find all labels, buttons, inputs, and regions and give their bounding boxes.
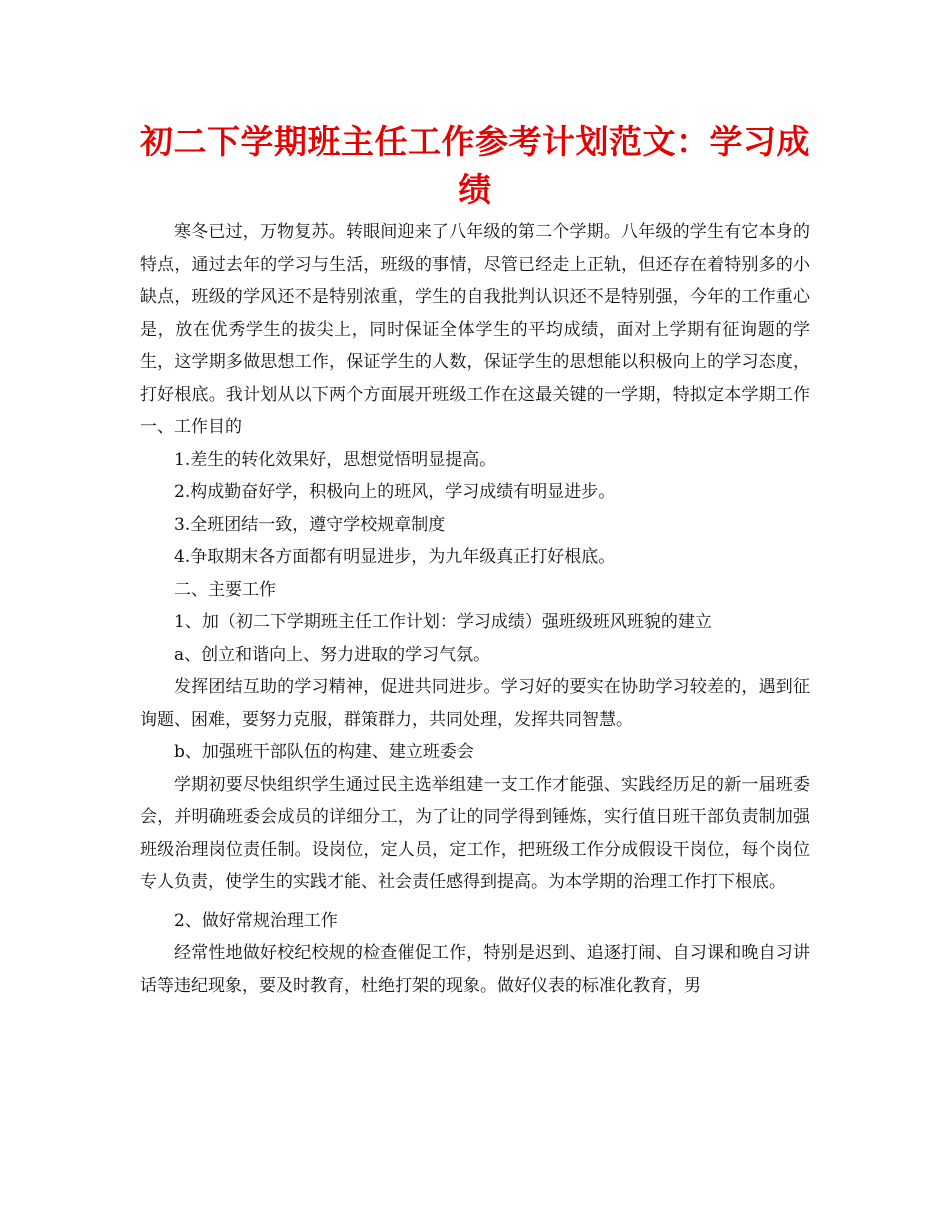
paragraph-study-spirit: 发挥团结互助的学习精神，促进共同进步。学习好的要实在协助学习较差的，遇到征询题、困难，要努力克服，群策群力，共同处理，发挥共同智慧。 — [140, 677, 810, 730]
document-title: 初二下学期班主任工作参考计划范文：学习成绩 — [140, 122, 810, 209]
subsection-heading-b: b、加强班干部队伍的构建、建立班委会 — [174, 742, 474, 762]
goal-item-1: 1.差生的转化效果好，思想觉悟明显提高。 — [174, 449, 497, 470]
section-heading-main-work: 二、主要工作 — [174, 579, 276, 600]
paragraph-intro: 寒冬已过，万物复苏。转眼间迎来了八年级的第二个学期。八年级的学生有它本身的特点，通过去年的学习与生活，班级的事情，尽管已经走上正轨，但还存在着特别多的小缺点，班级的学风还不是特别浓重，学生的自我批判认识还不是特别强，今年的工作重心是，放在优秀学生的拔尖上，同时保证全体学生的平均成绩，面对上学期有征询题的学生，这学期多做思想工作，保证学生的人数，保证学生的思想能以积极向上的学习态度，打好根底。我计划从以下两个方面展开班级工作在这最关键的一学期，特拟定本学期工作 一、工作目的 — [140, 222, 844, 437]
document-body — [140, 216, 844, 1002]
subsection-heading-1: 1、加（初二下学期班主任工作计划：学习成绩）强班级班风班貌的建立 — [174, 612, 712, 632]
goal-item-3: 3.全班团结一致，遵守学校规章制度 — [174, 514, 446, 535]
goal-item-2: 2.构成勤奋好学，积极向上的班风，学习成绩有明显进步。 — [174, 482, 616, 502]
subsection-heading-a: a、创立和谐向上、努力进取的学习气氛。 — [174, 644, 491, 665]
paragraph-routine-management: 经常性地做好校纪校规的检查催促工作，特别是迟到、追逐打闹、自习课和晚自习讲话等违纪现象，要及时教育，杜绝打架的现象。做好仪表的标准化教育，男 — [140, 943, 810, 996]
goal-item-4: 4.争取期末各方面都有明显进步，为九年级真正打好根底。 — [174, 547, 616, 567]
paragraph-class-committee: 学期初要尽快组织学生通过民主选举组建一支工作才能强、实践经历足的新一届班委会，并明确班委会成员的详细分工，为了让的同学得到锤炼，实行值日班干部负责制加强班级治理岗位责任制。设岗位，定人员，定工作，把班级工作分成假设干岗位，每个岗位专人负责，使学生的实践才能、社会责任感得到提高。为本学期的治理工作打下根底。 — [140, 774, 810, 892]
subsection-heading-2: 2、做好常规治理工作 — [174, 910, 338, 931]
